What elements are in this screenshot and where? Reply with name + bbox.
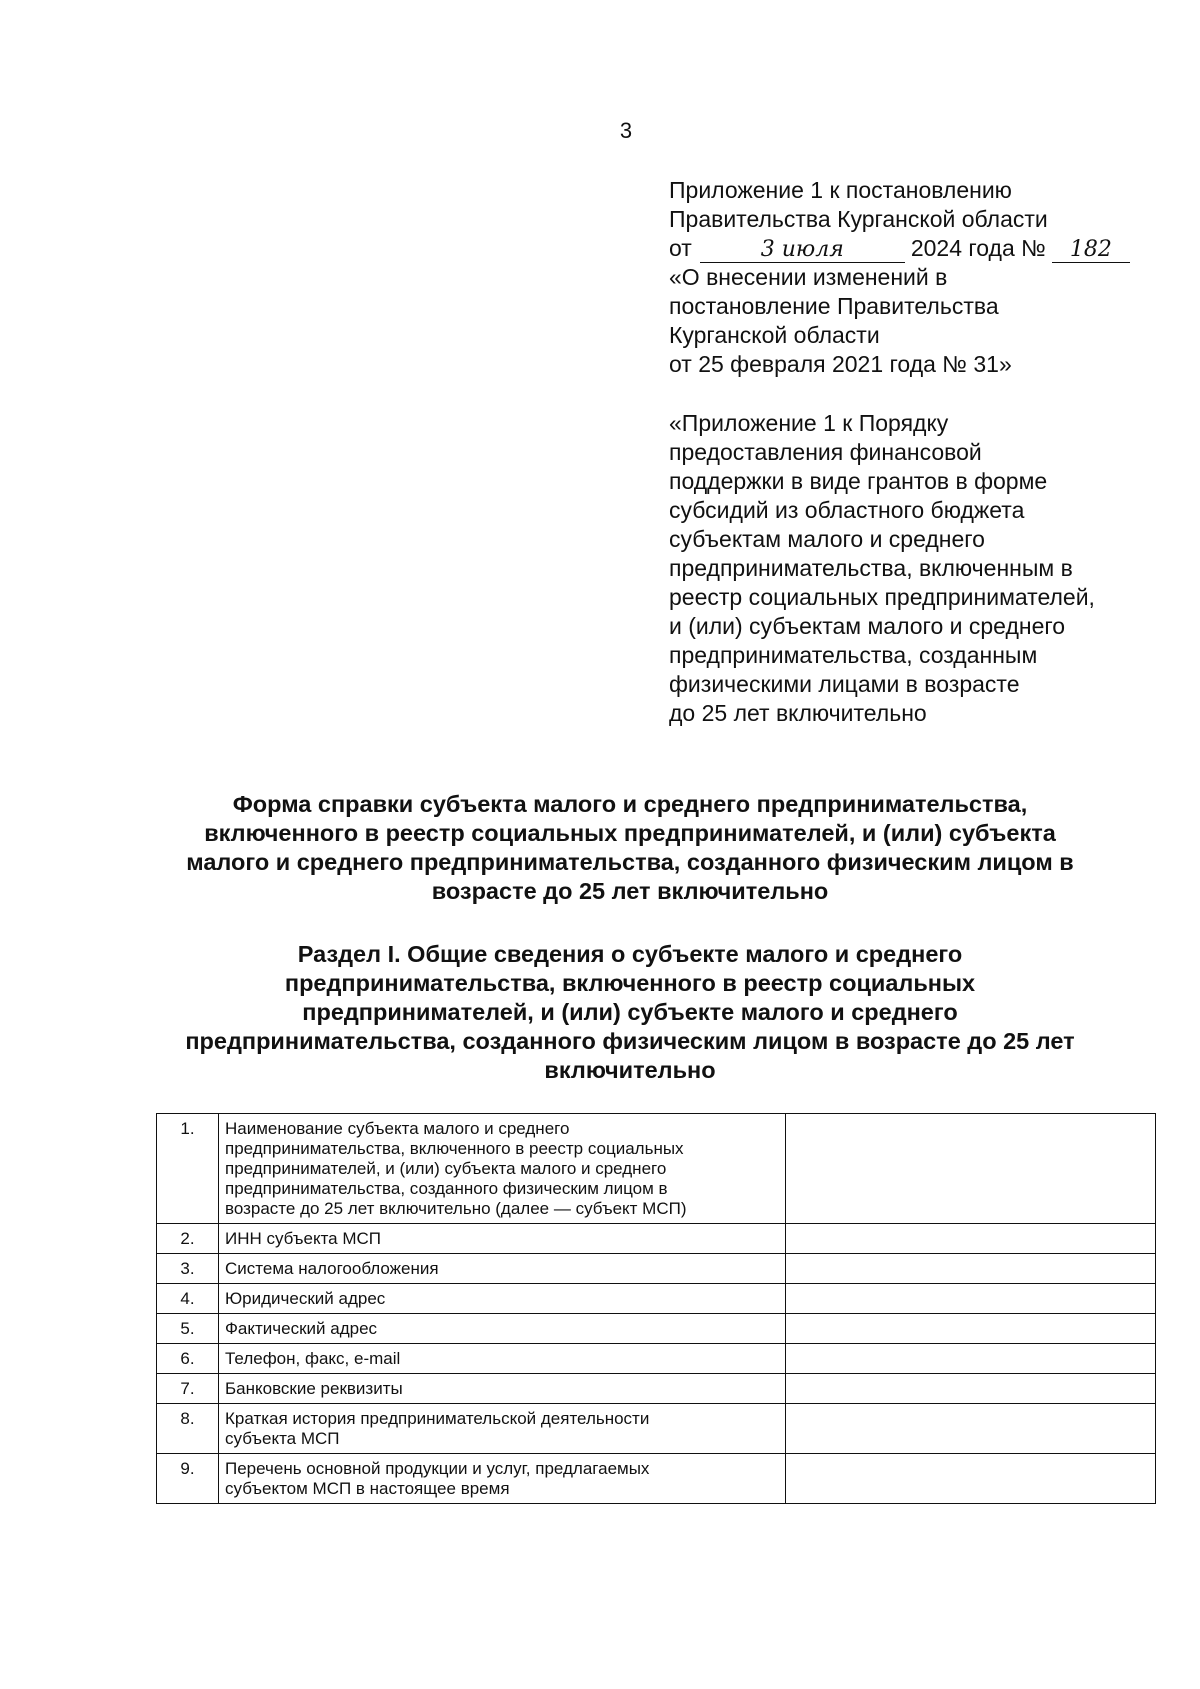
order-appendix-line: реестр социальных предпринимателей, (669, 584, 1095, 610)
row-label (219, 1454, 786, 1504)
section-title-line: предпринимательства, созданного физическим лицом в возрасте до 25 лет (185, 1028, 1075, 1054)
handwritten-number-field (1052, 236, 1130, 263)
row-label (219, 1254, 786, 1284)
table-row (157, 1314, 1156, 1344)
table-row (157, 1224, 1156, 1254)
row-value-cell[interactable] (786, 1114, 1156, 1224)
row-label (219, 1374, 786, 1404)
row-value-cell[interactable] (786, 1314, 1156, 1344)
form-title-line: включенного в реестр социальных предпринимателей, и (или) субъекта (204, 820, 1056, 846)
row-label-line: ИНН субъекта МСП (225, 1229, 381, 1248)
form-title-line: малого и среднего предпринимательства, созданного физическим лицом в (186, 849, 1074, 875)
row-value-cell[interactable] (786, 1344, 1156, 1374)
appendix-block (669, 176, 1169, 728)
form-title (140, 790, 1120, 906)
row-number: 9. (157, 1454, 219, 1504)
table-row (157, 1374, 1156, 1404)
row-value-cell[interactable] (786, 1254, 1156, 1284)
row-number: 5. (157, 1314, 219, 1344)
section-title-line: предпринимателей, и (или) субъекте малого и среднего (302, 999, 958, 1025)
row-label-line: предпринимательства, включенного в реестр социальных (225, 1139, 684, 1158)
order-appendix-line: физическими лицами в возрасте (669, 671, 1020, 697)
row-number: 3. (157, 1254, 219, 1284)
appendix-line-2: Правительства Курганской области (669, 206, 1048, 232)
appendix-line-6: Курганской области (669, 322, 880, 348)
order-appendix-line: предоставления финансовой (669, 439, 982, 465)
handwritten-number: 182 (1069, 237, 1112, 262)
row-number: 8. (157, 1404, 219, 1454)
order-appendix-line: «Приложение 1 к Порядку (669, 410, 949, 436)
row-label-line: Банковские реквизиты (225, 1379, 403, 1398)
year-text: 2024 года № (910, 235, 1046, 261)
handwritten-date: 3 июля (760, 237, 844, 262)
order-appendix-line: до 25 лет включительно (669, 700, 927, 726)
table-row (157, 1404, 1156, 1454)
row-label (219, 1114, 786, 1224)
row-label-line: Система налогообложения (225, 1259, 439, 1278)
table-row (157, 1344, 1156, 1374)
appendix-line-1: Приложение 1 к постановлению (669, 177, 1012, 203)
row-label-line: Краткая история предпринимательской деятельности (225, 1409, 650, 1428)
form-title-line: Форма справки субъекта малого и среднего предпринимательства, (232, 791, 1028, 817)
section-title-line: предпринимательства, включенного в реестр социальных (284, 970, 976, 996)
row-label-line: Фактический адрес (225, 1319, 378, 1338)
row-label-line: Наименование субъекта малого и среднего (225, 1119, 570, 1138)
row-number: 4. (157, 1284, 219, 1314)
row-label (219, 1404, 786, 1454)
row-number: 2. (157, 1224, 219, 1254)
order-appendix-line: и (или) субъектам малого и среднего (669, 613, 1066, 639)
appendix-line-4: «О внесении изменений в (669, 264, 948, 290)
row-label-line: Перечень основной продукции и услуг, предлагаемых (225, 1459, 650, 1478)
section-title (140, 940, 1120, 1085)
row-value-cell[interactable] (786, 1374, 1156, 1404)
row-number: 7. (157, 1374, 219, 1404)
row-label-line: Телефон, факс, e-mail (225, 1349, 401, 1368)
order-appendix-line: предпринимательства, созданным (669, 642, 1038, 668)
row-value-cell[interactable] (786, 1284, 1156, 1314)
row-label (219, 1224, 786, 1254)
appendix-date-line (669, 234, 1169, 263)
order-appendix-line: субъектам малого и среднего (669, 526, 985, 552)
row-label-line: субъектом МСП в настоящее время (225, 1479, 510, 1498)
row-value-cell[interactable] (786, 1454, 1156, 1504)
page-number: 3 (619, 118, 633, 143)
order-appendix-line: поддержки в виде грантов в форме (669, 468, 1048, 494)
appendix-line-5: постановление Правительства (669, 293, 999, 319)
row-value-cell[interactable] (786, 1404, 1156, 1454)
row-label-line: субъекта МСП (225, 1429, 340, 1448)
handwritten-date-field (700, 236, 905, 263)
section-title-line: включительно (544, 1057, 716, 1083)
form-title-line: возрасте до 25 лет включительно (431, 878, 829, 904)
row-label (219, 1314, 786, 1344)
general-info-table (156, 1113, 1156, 1504)
row-label-line: предпринимателей, и (или) субъекта малого и среднего (225, 1159, 667, 1178)
table-row (157, 1454, 1156, 1504)
order-appendix-line: субсидий из областного бюджета (669, 497, 1025, 523)
table-row (157, 1114, 1156, 1224)
row-label-line: предпринимательства, созданного физическим лицом в (225, 1179, 668, 1198)
table-row (157, 1284, 1156, 1314)
row-number: 6. (157, 1344, 219, 1374)
table-row (157, 1254, 1156, 1284)
row-value-cell[interactable] (786, 1224, 1156, 1254)
appendix-line-7: от 25 февраля 2021 года № 31» (669, 351, 1012, 377)
row-number: 1. (157, 1114, 219, 1224)
row-label (219, 1344, 786, 1374)
row-label-line: возрасте до 25 лет включительно (далее — субъект МСП) (225, 1199, 687, 1218)
row-label-line: Юридический адрес (225, 1289, 386, 1308)
date-prefix: от (669, 235, 692, 261)
section-title-line: Раздел I. Общие сведения о субъекте малого и среднего (297, 941, 963, 967)
order-appendix-line: предпринимательства, включенным в (669, 555, 1073, 581)
row-label (219, 1284, 786, 1314)
